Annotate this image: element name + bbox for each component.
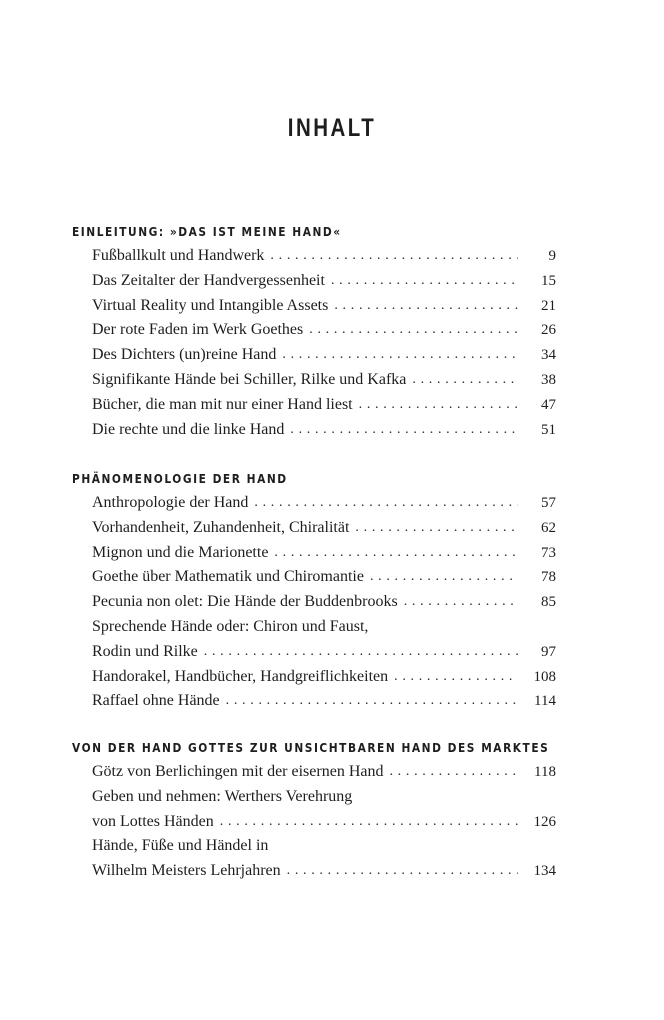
page-number: 15 xyxy=(541,272,556,289)
toc-entry-line xyxy=(92,541,556,566)
entry-title: Wilhelm Meisters Lehrjahren xyxy=(92,862,281,880)
page-number: 118 xyxy=(534,764,556,780)
entry-title: Virtual Reality und Intangible Assets xyxy=(92,296,329,314)
toc-entry[interactable] xyxy=(72,418,556,443)
dot-leader xyxy=(370,565,518,590)
toc-entry[interactable] xyxy=(72,491,556,516)
entry-title: Geben und nehmen: Werthers Verehrung xyxy=(92,787,353,805)
entry-title: Götz von Berlichingen mit der eisernen Hand xyxy=(92,763,384,780)
toc-entry-line xyxy=(92,810,556,835)
page-number: 134 xyxy=(533,863,556,880)
toc-entry-line xyxy=(92,294,556,319)
page-number: 47 xyxy=(541,396,556,413)
entry-title: Anthropologie der Hand xyxy=(92,494,249,511)
dot-leader xyxy=(355,516,518,541)
toc-entry-line xyxy=(92,565,556,590)
toc-entry-line xyxy=(92,785,556,810)
toc-section xyxy=(72,467,556,714)
toc-entry[interactable] xyxy=(72,590,556,615)
toc-entry[interactable] xyxy=(72,834,556,884)
page-number: 114 xyxy=(534,693,556,710)
page-number: 85 xyxy=(541,594,556,611)
toc-entry[interactable] xyxy=(72,565,556,590)
entry-title: Hände, Füße und Händel in xyxy=(92,837,269,855)
toc-entry-line xyxy=(92,418,556,443)
section-heading: PHÄNOMENOLOGIE DER HAND xyxy=(72,471,288,486)
page-number: 78 xyxy=(541,569,556,586)
page-number: 9 xyxy=(548,248,556,264)
dot-leader xyxy=(290,418,518,443)
toc-entry-line xyxy=(92,665,556,690)
toc-entry-line xyxy=(92,640,556,665)
entry-title: Sprechende Hände oder: Chiron und Faust, xyxy=(92,617,369,635)
page-number: 21 xyxy=(541,297,556,314)
dot-leader xyxy=(389,760,518,785)
dot-leader xyxy=(359,393,518,418)
toc-entry[interactable] xyxy=(72,269,556,294)
entry-title: von Lottes Händen xyxy=(92,812,214,830)
toc-entry-line xyxy=(92,615,556,640)
toc-entry[interactable] xyxy=(72,244,556,269)
toc-entry-line xyxy=(92,516,556,541)
entry-title: Signifikante Hände bei Schiller, Rilke und Kafka xyxy=(92,370,407,388)
page-number: 73 xyxy=(541,544,556,561)
section-heading: EINLEITUNG: »DAS IST MEINE HAND« xyxy=(72,224,342,239)
dot-leader xyxy=(394,665,518,690)
toc-entry-line xyxy=(92,269,556,294)
entry-title: Mignon und die Marionette xyxy=(92,543,269,561)
toc-entry[interactable] xyxy=(72,516,556,541)
toc-entry-line xyxy=(92,859,556,884)
toc-entry-line xyxy=(92,760,556,785)
page-number: 108 xyxy=(533,668,556,685)
toc-entry-line xyxy=(92,834,556,859)
dot-leader xyxy=(220,810,518,835)
page-title: INHALT xyxy=(287,114,377,142)
toc-entry[interactable] xyxy=(72,541,556,566)
page-number: 97 xyxy=(541,643,556,660)
dot-leader xyxy=(404,590,518,615)
toc-entry[interactable] xyxy=(72,318,556,343)
toc-entry[interactable] xyxy=(72,294,556,319)
toc-entry[interactable] xyxy=(72,665,556,690)
toc-entry-line xyxy=(92,689,556,714)
toc-entry-line xyxy=(92,393,556,418)
dot-leader xyxy=(282,343,518,368)
page-number: 51 xyxy=(541,421,556,438)
dot-leader xyxy=(226,689,518,714)
page-number: 126 xyxy=(533,813,556,830)
page-number: 26 xyxy=(541,322,556,339)
dot-leader xyxy=(254,491,518,516)
toc-entry[interactable] xyxy=(72,615,556,665)
toc-entry[interactable] xyxy=(72,368,556,393)
toc-entry-line xyxy=(92,244,556,269)
toc-entry-line xyxy=(92,343,556,368)
page-number: 62 xyxy=(541,519,556,536)
page-number: 34 xyxy=(541,347,556,364)
entry-title: Bücher, die man mit nur einer Hand liest xyxy=(92,395,353,413)
dot-leader xyxy=(204,640,518,665)
toc-section xyxy=(72,220,556,442)
page-number: 38 xyxy=(541,371,556,388)
entry-title: Handorakel, Handbücher, Handgreiflichkeiten xyxy=(92,667,389,685)
entry-title: Rodin und Rilke xyxy=(92,642,198,660)
page-number: 57 xyxy=(541,495,556,511)
dot-leader xyxy=(287,859,518,884)
dot-leader xyxy=(412,368,518,393)
entry-title: Des Dichters (un)reine Hand xyxy=(92,346,277,364)
entry-title: Pecunia non olet: Die Hände der Buddenbrooks xyxy=(92,593,398,611)
toc-section xyxy=(72,736,556,884)
entry-title: Der rote Faden im Werk Goethes xyxy=(92,321,304,339)
entry-title: Raffael ohne Hände xyxy=(92,692,220,710)
entry-title: Vorhandenheit, Zuhandenheit, Chiralität xyxy=(92,518,350,536)
dot-leader xyxy=(274,541,518,566)
dot-leader xyxy=(331,269,518,294)
entry-title: Fußballkult und Handwerk xyxy=(92,247,265,264)
toc-entry[interactable] xyxy=(72,343,556,368)
toc-entry-line xyxy=(92,368,556,393)
dot-leader xyxy=(270,244,518,269)
toc-entry[interactable] xyxy=(72,785,556,835)
entry-title: Die rechte und die linke Hand xyxy=(92,420,285,438)
toc-entry[interactable] xyxy=(72,689,556,714)
toc-entry-line xyxy=(92,491,556,516)
section-heading: VON DER HAND GOTTES ZUR UNSICHTBAREN HAND DES MARKTES xyxy=(72,740,550,755)
dot-leader xyxy=(309,318,518,343)
entry-title: Das Zeitalter der Handvergessenheit xyxy=(92,271,325,289)
toc-entry[interactable] xyxy=(72,760,556,785)
toc-entry-line xyxy=(92,318,556,343)
toc-entry[interactable] xyxy=(72,393,556,418)
toc-entry-line xyxy=(92,590,556,615)
entry-title: Goethe über Mathematik und Chiromantie xyxy=(92,568,364,586)
dot-leader xyxy=(334,294,518,319)
